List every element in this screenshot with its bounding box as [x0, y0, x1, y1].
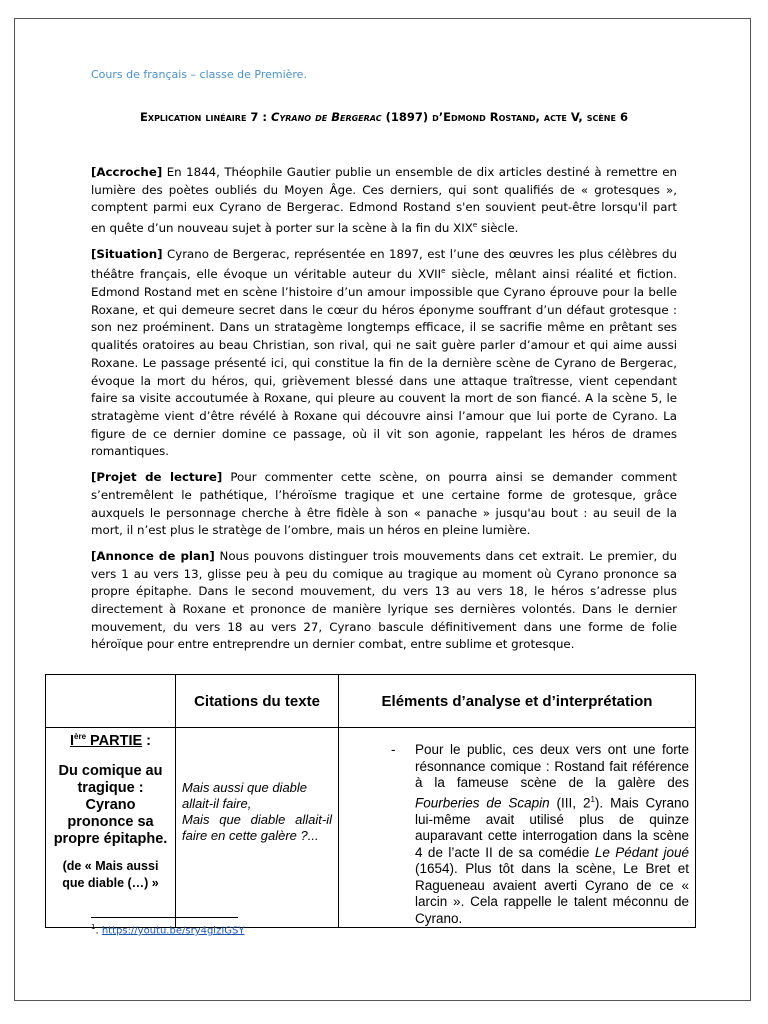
- part-colon: :: [142, 732, 152, 749]
- part-cell: [46, 728, 176, 928]
- header-analysis: Eléments d’analyse et d’interprétation: [339, 675, 696, 728]
- table-header-row: [46, 675, 696, 728]
- citation-line-1: Mais aussi que diable allait-il faire,: [182, 780, 308, 811]
- situation-text-1: Cyrano de Bergerac, représentée en 1897, est l’une des œuvres les plus célèbres du théâtre français, elle évoque un véritable auteur du XVII: [91, 246, 677, 282]
- work-fourberies: Fourberies de Scapin: [415, 795, 550, 810]
- footnote-sep: .: [95, 925, 102, 937]
- situation-sup: e: [441, 267, 446, 276]
- course-header: Cours de français – classe de Première.: [91, 68, 307, 81]
- analysis-table: [45, 674, 696, 928]
- accroche-sup: e: [472, 221, 478, 230]
- label-situation: [Situation]: [91, 246, 163, 261]
- accroche-end: siècle.: [477, 221, 519, 236]
- paragraph-projet: [91, 469, 677, 540]
- paragraph-plan: [91, 548, 677, 654]
- label-accroche: [Accroche]: [91, 165, 163, 179]
- title-work: Cyrano de Bergerac: [271, 110, 382, 124]
- introduction-body: [91, 164, 677, 662]
- projet-text: Pour commenter cette scène, on pourra ainsi se demander comment s’entremêlent le pathétique, l’héroïsme tragique et une certaine forme de grotesque, grâce auxquels le personnage cherche à être fidèle à son « panache » jusqu'au bout : au seuil de la mort, il n’est plus le stratège de l’ombre, mais un héros en pleine lumière.: [91, 470, 678, 538]
- header-empty: [46, 675, 176, 728]
- analysis-cell: [339, 728, 696, 928]
- footnote-separator: [91, 917, 238, 918]
- citation-cell: [176, 728, 339, 928]
- title-rest: (1897) d’Edmond Rostand, acte V, scène 6: [381, 110, 628, 124]
- label-projet: [Projet de lecture]: [91, 470, 223, 485]
- header-citations: Citations du texte: [176, 675, 339, 728]
- footnote-mark: 1: [91, 923, 96, 931]
- paragraph-situation: [91, 246, 677, 461]
- citation-line-2: Mais que diable allait-il faire en cette galère ?...: [182, 812, 332, 843]
- footnote-ref[interactable]: 1: [590, 794, 595, 804]
- part-number: Ière PARTIE: [69, 732, 143, 749]
- footnote: [91, 923, 244, 936]
- table-row: [46, 728, 696, 928]
- analysis-dash: -: [391, 742, 396, 757]
- part-range: (de « Mais aussi que diable (…) »: [62, 858, 159, 890]
- label-plan: [Annonce de plan]: [91, 548, 215, 563]
- footnote-link[interactable]: https://youtu.be/sry4glzIGSY: [101, 925, 245, 937]
- situation-text-2: siècle, mêlant ainsi réalité et fiction. Edmond Rostand met en scène l’histoire d’un amour impossible que Cyrano éprouve pour la belle Roxane, et qui demeure secret dans le cœur du héros éponyme souffrant d’un défaut grotesque : son nez proéminent. Dans un stratagème longtemps efficace, il se sacrifie même en prêtant ses qualités oratoires au beau Christian, son rival, qui ne sait guère parler d’amour et qui aime aussi Roxane. Le passage présenté ici, qui constitue la fin de la dernière scène de Cyrano de Bergerac, évoque la mort du héros, qui, grièvement blessé dans une attaque traîtresse, vient cependant faire sa visite accoutumée à Roxane, qui pleure au couvent la mort de son fiancé. A la scène 5, le stratagème vient d’être révélé à Roxane qui découvre ainsi l’amour que lui porte de Cyrano. La figure de ce dernier domine ce passage, où il vit son agonie, rappelant les héros de drames romantiques.: [91, 267, 677, 459]
- document-title: [91, 110, 677, 124]
- title-prefix: Explication linéaire 7 :: [140, 110, 272, 124]
- analysis-text: Pour le public, ces deux vers ont une forte résonnance comique : Rostand fait référence à la fameuse scène de la galère des Fourberies de Scapin (III, $2^1$). Mais Cyrano lui-même avait utilisé plus de quinze auparavant cette interrogation dans la scène 4 de l’acte II de sa comédie Le Pédant joué (1654). Plus tôt dans la scène, Le Bret et Ragueneau avaient averti Cyrano de ce « larcin ». Cela rappelle le talent méconnu de Cyrano.: [415, 742, 689, 926]
- paragraph-accroche: [91, 164, 677, 238]
- part-description: Du comique au tragique : Cyrano prononce sa propre épitaphe.: [53, 762, 168, 847]
- analysis-item: [345, 742, 689, 927]
- accroche-text: En 1844, Théophile Gautier publie un ensemble de dix articles destiné à remettre en lumière des poètes oubliés du Moyen Âge. Ces derniers, qui sont qualifiés de « grotesques », comptent parmi eux Cyrano de Bergerac. Edmond Rostand s'en souvient peut-être lorsqu'il part en quête d’un nouveau sujet à porter sur la scène à la fin du XIX: [91, 165, 677, 236]
- work-pedant-joue: Le Pédant joué: [594, 844, 689, 860]
- part-heading: [52, 732, 169, 749]
- plan-text: Nous pouvons distinguer trois mouvements dans cet extrait. Le premier, du vers 1 au vers 13, glisse peu à peu du comique au tragique au moment où Cyrano prononce sa propre épitaphe. Dans le second mouvement, du vers 13 au vers 18, le héros s’adresse plus directement à Roxane et prononce de manière lyrique ses dernières volontés. Dans le dernier mouvement, du vers 18 au vers 27, Cyrano bascule définitivement dans une forme de folie héroïque pour entre entreprendre un dernier combat, entre sublime et grotesque.: [91, 548, 678, 652]
